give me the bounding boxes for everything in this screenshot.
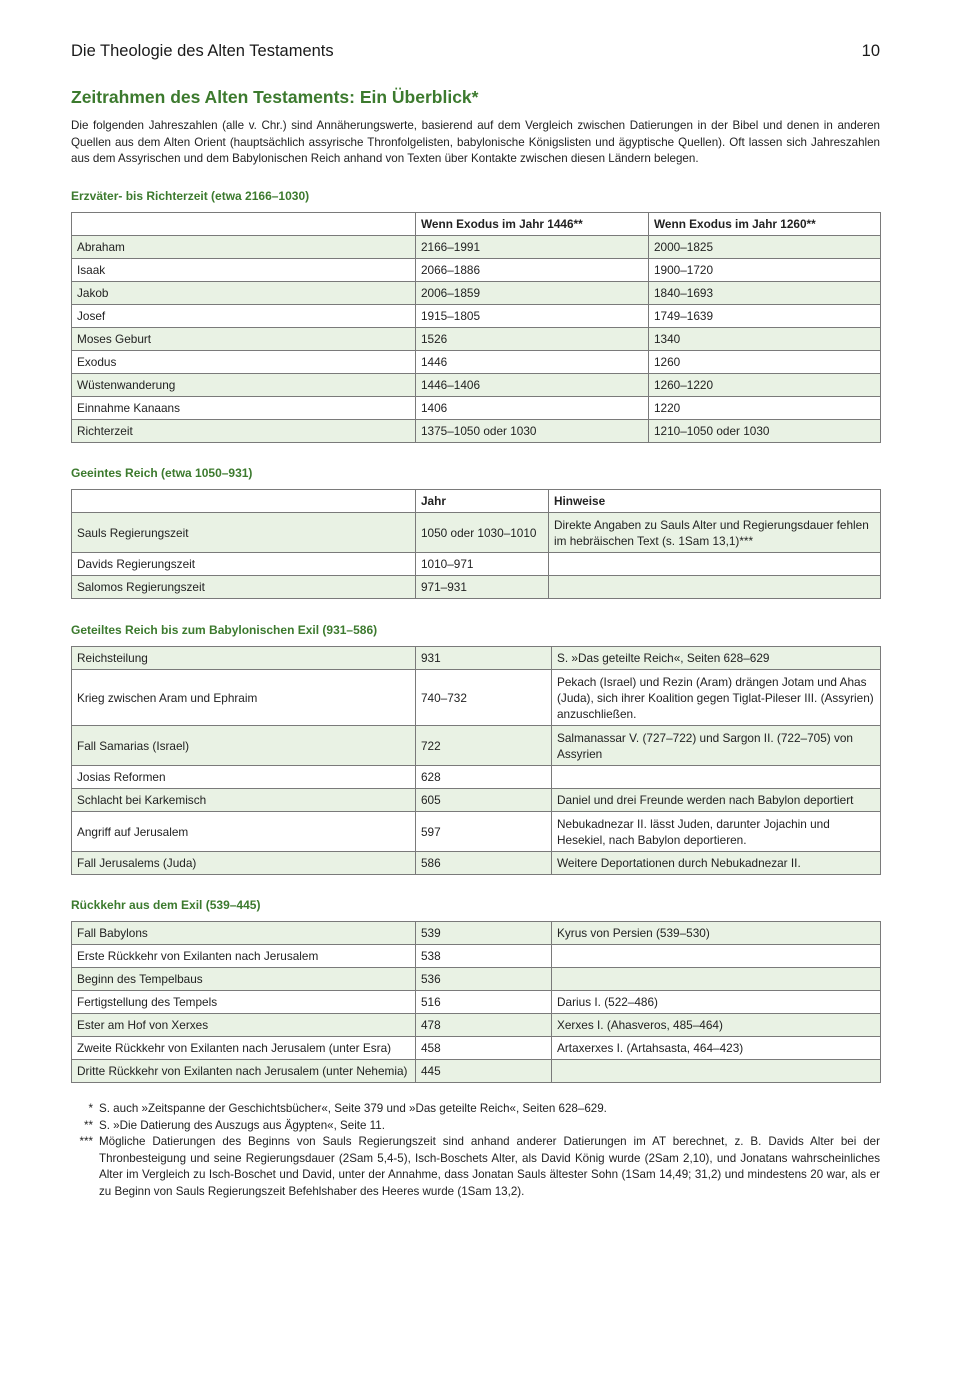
table-1-heading: Erzväter- bis Richterzeit (etwa 2166–1030) [71, 189, 310, 203]
footnote-text: S. »Die Datierung des Auszugs aus Ägypten«, Seite 11. [99, 1118, 385, 1132]
table-row [72, 726, 881, 766]
table-cell: Angriff auf Jerusalem [72, 812, 416, 852]
table-cell: 2066–1886 [416, 259, 649, 282]
table-header-cell: Hinweise [549, 490, 881, 513]
table-cell: Schlacht bei Karkemisch [72, 789, 416, 812]
table-cell: Weitere Deportationen durch Nebukadnezar II. [552, 852, 881, 875]
table-cell: S. »Das geteilte Reich«, Seiten 628–629 [552, 647, 881, 670]
footnote [71, 1134, 880, 1200]
table-patriarchs-judges [71, 212, 881, 443]
table-cell [552, 1060, 881, 1083]
footnotes [71, 1101, 880, 1200]
table-row [72, 766, 881, 789]
table-cell: Sauls Regierungszeit [72, 513, 416, 553]
table-cell: Moses Geburt [72, 328, 416, 351]
table-cell: Darius I. (522–486) [552, 991, 881, 1014]
table-row [72, 968, 881, 991]
footnote [71, 1118, 880, 1135]
table-row [72, 1037, 881, 1060]
table-cell: Salmanassar V. (727–722) und Sargon II. (722–705) von Assyrien [552, 726, 881, 766]
table-cell: Ester am Hof von Xerxes [72, 1014, 416, 1037]
table-divided-kingdom [71, 646, 881, 875]
table-cell: Nebukadnezar II. lässt Juden, darunter Jojachin und Hesekiel, nach Babylon deportieren. [552, 812, 881, 852]
table-header-cell: Jahr [416, 490, 549, 513]
table-row [72, 236, 881, 259]
table-row [72, 1060, 881, 1083]
table-row [72, 328, 881, 351]
table-cell: Josias Reformen [72, 766, 416, 789]
table-cell: 1375–1050 oder 1030 [416, 420, 649, 443]
footnote-mark: ** [83, 1118, 93, 1132]
footnote-text: Mögliche Datierungen des Beginns von Sauls Regierungszeit sind anhand anderer Datierungen im AT berechnet, z. B. Davids Alter bei der Thronbesteigung und seine Regierungsdauer (2Sam 5,4-5), Isch-Boschets Alter, als David König wurde (2Sam 2,10), und Jonatans wahrscheinliches Alter im Vergleich zu Isch-Boschet und David, unter der Annahme, dass Jonatan Sauls ältester Sohn (1Sam 14,49; 31,2) und mindestens 20 war, als er zu Beginn von Sauls Regierungszeit Befehlshaber des Heeres wurde (1Sam 13,2). [99, 1135, 880, 1198]
table-cell [552, 968, 881, 991]
table-row [72, 305, 881, 328]
table-cell: Beginn des Tempelbaus [72, 968, 416, 991]
table-cell: Josef [72, 305, 416, 328]
table-row [72, 374, 881, 397]
table-cell: Einnahme Kanaans [72, 397, 416, 420]
table-cell: Direkte Angaben zu Sauls Alter und Regierungsdauer fehlen im hebräischen Text (s. 1Sam 13,1)*** [549, 513, 881, 553]
footnote-text: S. auch »Zeitspanne der Geschichtsbücher«, Seite 379 und »Das geteilte Reich«, Seiten 628–629. [99, 1102, 607, 1115]
table-cell [552, 766, 881, 789]
footnote-mark: * [88, 1102, 93, 1115]
table-cell: 1340 [649, 328, 881, 351]
table-row [72, 670, 881, 726]
table-cell [549, 576, 881, 599]
table-cell: Exodus [72, 351, 416, 374]
table-row [72, 647, 881, 670]
table-cell: 597 [416, 812, 552, 852]
table-cell: 1260–1220 [649, 374, 881, 397]
table-cell: 971–931 [416, 576, 549, 599]
table-cell: 605 [416, 789, 552, 812]
table-3-heading: Geteiltes Reich bis zum Babylonischen Exil (931–586) [71, 623, 378, 637]
table-cell: Daniel und drei Freunde werden nach Babylon deportiert [552, 789, 881, 812]
table-cell: Jakob [72, 282, 416, 305]
table-cell: Fall Jerusalems (Juda) [72, 852, 416, 875]
table-cell: Fall Samarias (Israel) [72, 726, 416, 766]
table-4-heading: Rückkehr aus dem Exil (539–445) [71, 898, 261, 912]
table-cell: Zweite Rückkehr von Exilanten nach Jerusalem (unter Esra) [72, 1037, 416, 1060]
table-cell: 478 [416, 1014, 552, 1037]
table-cell: 445 [416, 1060, 552, 1083]
table-cell: Wüstenwanderung [72, 374, 416, 397]
section-title: Zeitrahmen des Alten Testaments: Ein Überblick* [71, 87, 479, 107]
table-cell: Fall Babylons [72, 922, 416, 945]
table-cell: 931 [416, 647, 552, 670]
table-cell: 586 [416, 852, 552, 875]
table-cell [549, 553, 881, 576]
table-cell: 2166–1991 [416, 236, 649, 259]
table-cell: Isaak [72, 259, 416, 282]
table-cell: Erste Rückkehr von Exilanten nach Jerusalem [72, 945, 416, 968]
book-title: Die Theologie des Alten Testaments [71, 42, 334, 60]
table-cell: 2006–1859 [416, 282, 649, 305]
table-cell: 1915–1805 [416, 305, 649, 328]
table-return-from-exile [71, 921, 881, 1083]
table-cell: 1050 oder 1030–1010 [416, 513, 549, 553]
table-cell: Abraham [72, 236, 416, 259]
table-cell: 1010–971 [416, 553, 549, 576]
intro-paragraph: Die folgenden Jahreszahlen (alle v. Chr.) sind Annäherungswerte, basierend auf dem Vergleich zwischen Datierungen in der Bibel und denen in anderen Quellen aus dem Alten Orient (hauptsächlich assyrische Thronfolgelisten, babylonische Königslisten und ägyptische Quellen). Oft lassen sich Jahreszahlen aus dem Assyrischen und dem Babylonischen Reich anhand von Texten über Kontakte zwischen diesen Ländern belegen. [71, 119, 880, 165]
table-row [72, 945, 881, 968]
table-row [72, 789, 881, 812]
table-cell: 1840–1693 [649, 282, 881, 305]
table-cell: Reichsteilung [72, 647, 416, 670]
table-header-cell: Wenn Exodus im Jahr 1446** [416, 213, 649, 236]
table-cell: Dritte Rückkehr von Exilanten nach Jerusalem (unter Nehemia) [72, 1060, 416, 1083]
table-row [72, 397, 881, 420]
footnote [71, 1101, 880, 1118]
table-cell: 538 [416, 945, 552, 968]
table-cell: Kyrus von Persien (539–530) [552, 922, 881, 945]
table-cell: 740–732 [416, 670, 552, 726]
table-cell: 1446 [416, 351, 649, 374]
table-cell: 1220 [649, 397, 881, 420]
table-row [72, 553, 881, 576]
table-cell: Pekach (Israel) und Rezin (Aram) drängen Jotam und Ahas (Juda), sich ihrer Koalition gegen Tiglat-Pileser III. (Assyrien) anzuschließen. [552, 670, 881, 726]
table-row [72, 513, 881, 553]
table-row [72, 1014, 881, 1037]
table-cell: 2000–1825 [649, 236, 881, 259]
table-cell: 516 [416, 991, 552, 1014]
table-row [72, 282, 881, 305]
table-row [72, 812, 881, 852]
table-cell: 539 [416, 922, 552, 945]
table-row [72, 991, 881, 1014]
table-cell: 1526 [416, 328, 649, 351]
table-2-heading: Geeintes Reich (etwa 1050–931) [71, 466, 253, 480]
table-row [72, 576, 881, 599]
table-cell: Salomos Regierungszeit [72, 576, 416, 599]
table-cell: 1900–1720 [649, 259, 881, 282]
table-row [72, 852, 881, 875]
table-header-cell [72, 213, 416, 236]
table-cell: 1406 [416, 397, 649, 420]
table-cell: Davids Regierungszeit [72, 553, 416, 576]
table-cell: Artaxerxes I. (Artahsasta, 464–423) [552, 1037, 881, 1060]
table-united-kingdom [71, 489, 881, 599]
page-number: 10 [861, 42, 880, 60]
table-cell [552, 945, 881, 968]
table-cell: Richterzeit [72, 420, 416, 443]
table-cell: 1260 [649, 351, 881, 374]
table-cell: Krieg zwischen Aram und Ephraim [72, 670, 416, 726]
table-cell: 628 [416, 766, 552, 789]
table-row [72, 351, 881, 374]
table-cell: 1210–1050 oder 1030 [649, 420, 881, 443]
table-cell: 536 [416, 968, 552, 991]
table-header-cell: Wenn Exodus im Jahr 1260** [649, 213, 881, 236]
table-cell: Fertigstellung des Tempels [72, 991, 416, 1014]
table-cell: 722 [416, 726, 552, 766]
table-cell: Xerxes I. (Ahasveros, 485–464) [552, 1014, 881, 1037]
table-row [72, 922, 881, 945]
footnote-mark: *** [79, 1135, 93, 1148]
table-row [72, 420, 881, 443]
table-cell: 1749–1639 [649, 305, 881, 328]
table-cell: 1446–1406 [416, 374, 649, 397]
table-cell: 458 [416, 1037, 552, 1060]
running-head [71, 42, 880, 61]
table-header-cell [72, 490, 416, 513]
table-row [72, 259, 881, 282]
